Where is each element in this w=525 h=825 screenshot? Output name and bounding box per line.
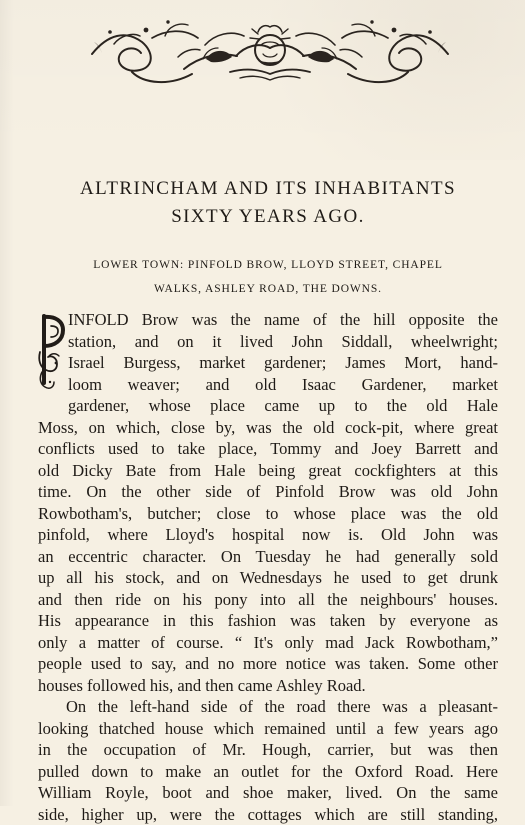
paragraph-1-intro <box>68 309 498 417</box>
paragraph-2-line-4: pulled down to make an outlet for the Oxford Road. Here <box>38 761 498 783</box>
chapter-title-line-1: ALTRINCHAM AND ITS INHABITANTS <box>38 176 498 202</box>
decorative-drop-cap-p-icon <box>36 312 68 391</box>
paragraph-1-line-18: houses followed his, and then came Ashley Road. <box>38 675 498 697</box>
paragraph-1-continuation <box>38 417 498 697</box>
paragraph-2-line-3: in the occupation of Mr. Hough, carrier, but was then <box>38 739 498 761</box>
chapter-subtitle <box>38 254 498 300</box>
paragraph-2-line-5: William Royle, boot and shoe maker, lived. On the same <box>38 782 498 804</box>
paragraph-1-intro-line-1: INFOLD Brow was the name of the hill opposite the <box>68 309 498 331</box>
paragraph-1-line-6: Moss, on which, close by, was the old cock-pit, where great <box>38 417 498 439</box>
paragraph-1-intro-line-3: Israel Burgess, market gardener; James Mort, hand- <box>68 352 498 374</box>
chapter-body <box>38 309 498 825</box>
paragraph-1-line-8: old Dicky Bate from Hale being great cockfighters at this <box>38 460 498 482</box>
paragraph-1-line-16: only a matter of course. “ It's only mad Jack Rowbotham,” <box>38 632 498 654</box>
chapter-title <box>38 176 498 230</box>
paragraph-1-line-11: pinfold, where Lloyd's hospital now is. Old John was <box>38 524 498 546</box>
paragraph-1-line-13: up all his stock, and on Wednesdays he used to get drunk <box>38 567 498 589</box>
paragraph-1-line-15: His appearance in this fashion was taken by everyone as <box>38 610 498 632</box>
paragraph-1-intro-line-2: station, and on it lived John Siddall, wheelwright; <box>68 331 498 353</box>
paragraph-2-line-2: looking thatched house which remained until a few years ago <box>38 718 498 740</box>
chapter-subtitle-line-1: LOWER TOWN: PINFOLD BROW, LLOYD STREET, CHAPEL <box>38 254 498 276</box>
paragraph-1-line-9: time. On the other side of Pinfold Brow was old John <box>38 481 498 503</box>
paragraph-1-intro-line-5: gardener, whose place came up to the old Hale <box>68 395 498 417</box>
paragraph-1-intro-line-4: loom weaver; and old Isaac Gardener, market <box>68 374 498 396</box>
paragraph-2-line-1: On the left-hand side of the road there was a pleasant- <box>38 696 498 718</box>
paragraph-2-line-6: side, higher up, were the cottages which are still standing, <box>38 804 498 825</box>
chapter-title-line-2: SIXTY YEARS AGO. <box>38 204 498 230</box>
paragraph-1-line-7: conflicts used to take place, Tommy and Joey Barrett and <box>38 438 498 460</box>
chapter-subtitle-line-2: WALKS, ASHLEY ROAD, THE DOWNS. <box>38 278 498 300</box>
paragraph-1-line-12: an eccentric character. On Tuesday he had generally sold <box>38 546 498 568</box>
paragraph-1-line-14: and then ride on his pony into all the neighbours' houses. <box>38 589 498 611</box>
paragraph-1-line-10: Rowbotham's, butcher; close to whose place was the old <box>38 503 498 525</box>
paragraph-1-line-17: people used to say, and no more notice was taken. Some other <box>38 653 498 675</box>
ornamental-headpiece-icon <box>80 14 460 92</box>
